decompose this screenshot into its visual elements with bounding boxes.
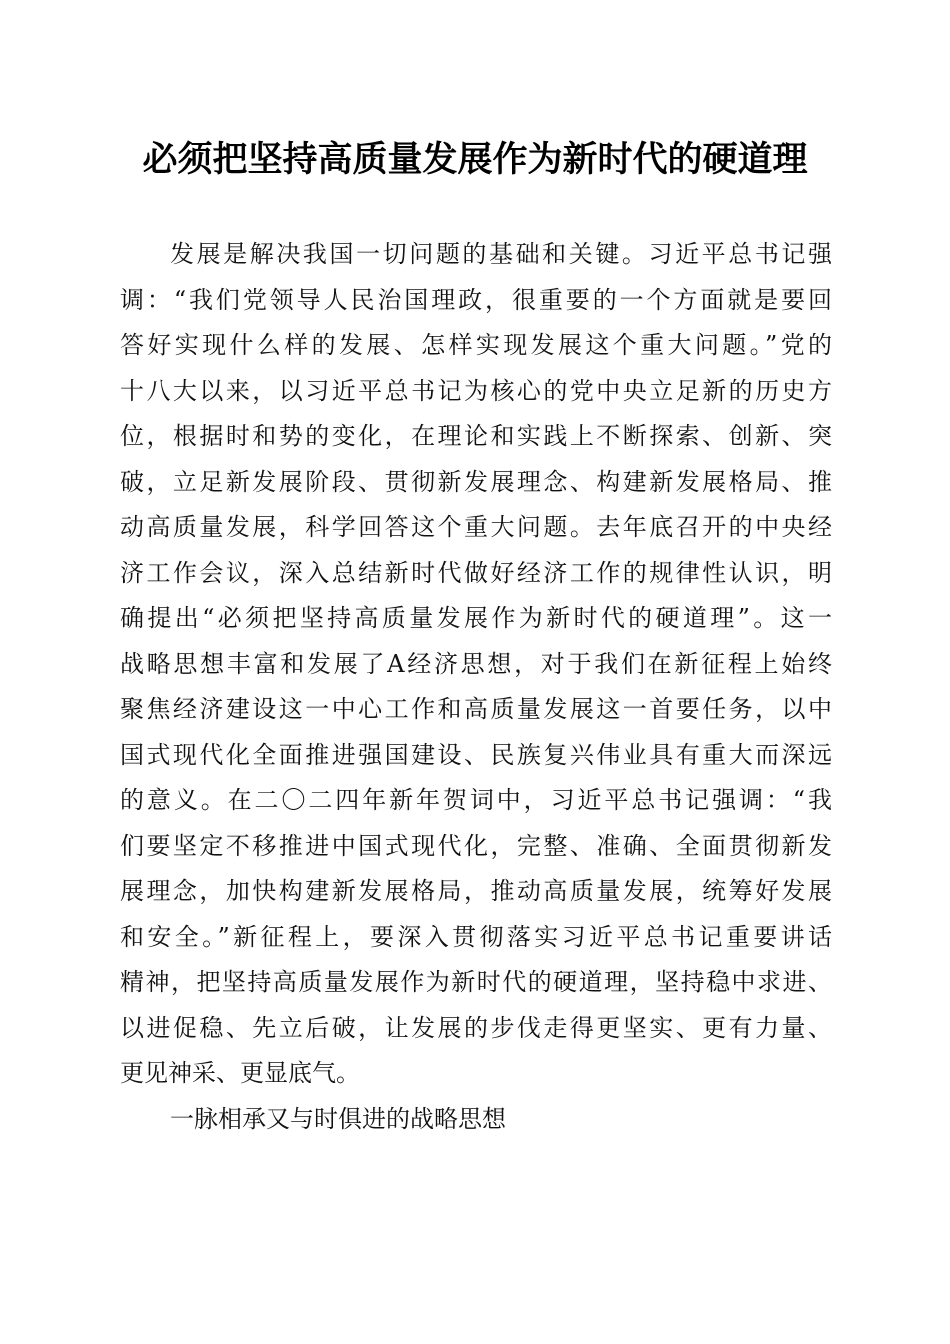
paragraph-line: 答好实现什么样的发展、怎样实现发展这个重大问题。”党的 — [120, 331, 832, 359]
paragraph-line: 破，立足新发展阶段、贯彻新发展理念、构建新发展格局、推 — [120, 467, 832, 496]
paragraph-line: 十八大以来，以习近平总书记为核心的党中央立足新的历史方 — [120, 376, 832, 405]
paragraph-line: 济工作会议，深入总结新时代做好经济工作的规律性认识，明 — [120, 558, 832, 587]
paragraph-line: 聚焦经济建设这一中心工作和高质量发展这一首要任务，以中 — [120, 695, 832, 723]
paragraph-line: 和安全。”新征程上，要深入贯彻落实习近平总书记重要讲话 — [120, 922, 832, 951]
document-body — [120, 232, 832, 1142]
section-subheading: 一脉相承又与时俱进的战略思想 — [170, 1104, 506, 1133]
document-title: 必须把坚持高质量发展作为新时代的硬道理 — [142, 139, 808, 180]
paragraph-line: 精神，把坚持高质量发展作为新时代的硬道理，坚持稳中求进、 — [120, 968, 832, 996]
paragraph-line: 战略思想丰富和发展了A经济思想，对于我们在新征程上始终 — [120, 649, 832, 678]
paragraph-line: 动高质量发展，科学回答这个重大问题。去年底召开的中央经 — [120, 513, 832, 541]
paragraph-line: 发展是解决我国一切问题的基础和关键。习近平总书记强 — [170, 240, 832, 268]
paragraph-line: 以进促稳、先立后破，让发展的步伐走得更坚实、更有力量、 — [120, 1013, 832, 1042]
paragraph-line: 位，根据时和势的变化，在理论和实践上不断探索、创新、突 — [120, 422, 832, 450]
paragraph-line: 国式现代化全面推进强国建设、民族复兴伟业具有重大而深远 — [120, 740, 832, 769]
paragraph-line: 调：“我们党领导人民治国理政，很重要的一个方面就是要回 — [120, 285, 832, 314]
paragraph-line: 展理念，加快构建新发展格局，推动高质量发展，统筹好发展 — [120, 877, 832, 905]
paragraph-line: 确提出“必须把坚持高质量发展作为新时代的硬道理”。这一 — [120, 604, 832, 632]
paragraph-line: 的意义。在二〇二四年新年贺词中，习近平总书记强调：“我 — [120, 786, 832, 814]
paragraph-line: 们要坚定不移推进中国式现代化，完整、准确、全面贯彻新发 — [120, 831, 832, 860]
paragraph-line: 更见神采、更显底气。 — [120, 1059, 360, 1087]
